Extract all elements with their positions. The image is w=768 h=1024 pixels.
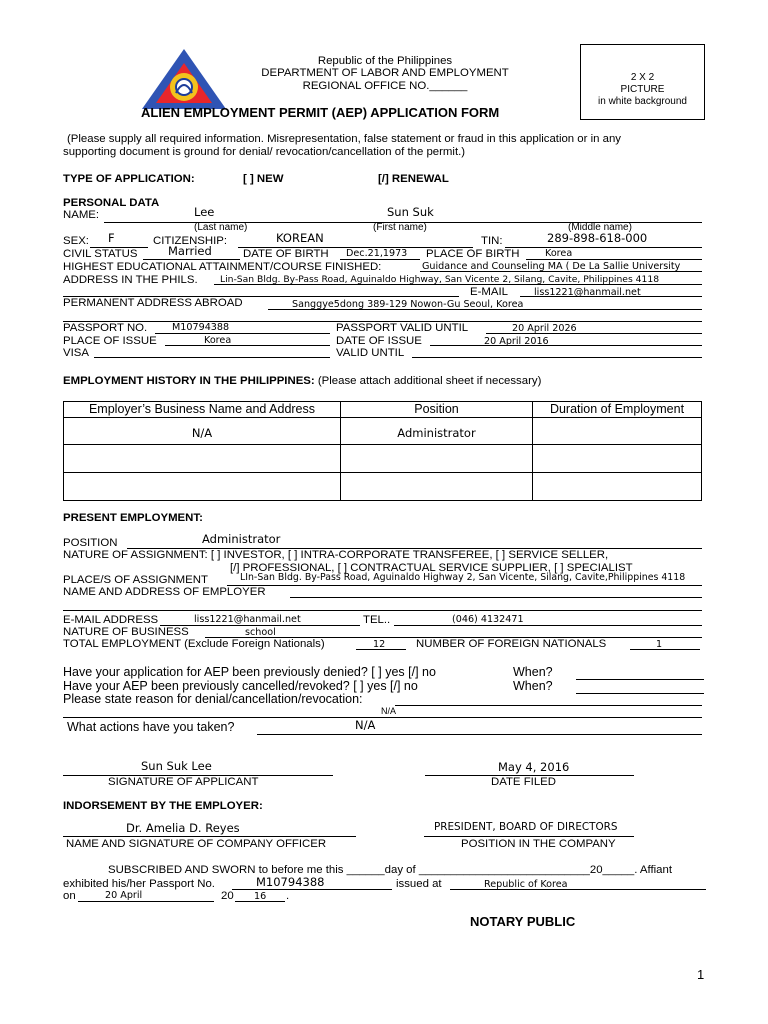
passport-valid-value[interactable]: 20 April 2026 [512,323,577,334]
passport-valid-label: PASSPORT VALID UNTIL [336,322,469,334]
officer-caption: NAME AND SIGNATURE OF COMPANY OFFICER [66,838,327,850]
place-issue-label: PLACE OF ISSUE [63,335,157,347]
type-label: TYPE OF APPLICATION: [63,173,195,185]
employment-history-table [63,401,702,501]
department-text: DEPARTMENT OF LABOR AND EMPLOYMENT [261,67,509,79]
pob-value[interactable]: Korea [545,248,573,259]
year-prefix: 20 [221,890,234,902]
row3-employer[interactable] [64,473,341,501]
tin-label: TIN: [481,235,503,247]
dob-label: DATE OF BIRTH [243,248,329,260]
sex-value[interactable]: F [108,231,115,245]
new-checkbox[interactable]: [ ] NEW [243,173,284,185]
position-value[interactable]: Administrator [202,532,281,546]
period: . [286,890,290,902]
nature-line1[interactable]: NATURE OF ASSIGNMENT: [ ] INVESTOR, [ ] INTRA-CORPORATE TRANSFEREE, [ ] SERVICE SELLER, [63,549,609,561]
place-issue-value[interactable]: Korea [204,335,232,346]
row2-duration[interactable] [533,445,702,473]
exhibited-label: exhibited his/her Passport No. [63,878,215,890]
employment-history-title: EMPLOYMENT HISTORY IN THE PHILIPPINES: [63,375,315,387]
address-value[interactable]: Lin-San Bldg. By-Pass Road, Aguinaldo Highway, San Vicente 2, Silang, Cavite, Philippines 4118 [220,274,660,285]
date-filed-caption: DATE FILED [491,776,556,788]
total-employment-value[interactable]: 12 [373,639,386,650]
photo-line1: 2 X 2 [630,72,655,83]
actions-label: What actions have you taken? [67,720,235,734]
reason-value[interactable]: N/A [381,706,397,716]
when-label-1: When? [513,665,553,679]
place-assignment-value[interactable]: LIn-San Bldg. By-Pass Road, Aguinaldo Highway 2, San Vicente, Silang, Cavite,Philippines 4118 [240,572,686,583]
tel-label: TEL.. [363,614,391,626]
notary-passport[interactable]: M10794388 [256,875,325,889]
total-employment-label: TOTAL EMPLOYMENT (Exclude Foreign Nationals) [63,638,325,650]
present-employment-heading: PRESENT EMPLOYMENT: [63,512,203,524]
first-name-value[interactable]: Sun Suk [387,205,434,219]
renewal-checkbox[interactable]: [/] RENEWAL [378,173,449,185]
last-name-caption: (Last name) [194,222,248,233]
actions-value[interactable]: N/A [355,718,376,732]
position-caption: POSITION IN THE COMPANY [461,838,616,850]
intro-line2: supporting document is ground for denial/ revocation/cancellation of the permit.) [63,146,466,158]
visa-valid-label: VALID UNTIL [336,347,405,359]
reason-label: Please state reason for denial/cancellation/revocation: [63,692,363,706]
personal-data-heading: PERSONAL DATA [63,197,160,209]
header-employer: Employer’s Business Name and Address [64,402,341,418]
tel-value[interactable]: (046) 4132471 [452,614,524,625]
intro-line1: (Please supply all required information. Misrepresentation, false statement or fraud in this application or in any [67,133,621,145]
photo-box [580,44,705,120]
foreign-nationals-label: NUMBER OF FOREIGN NATIONALS [416,638,607,650]
issued-label: issued at [396,878,442,890]
name-label: NAME: [63,209,100,221]
form-title: ALIEN EMPLOYMENT PERMIT (AEP) APPLICATION FORM [141,105,500,120]
pob-label: PLACE OF BIRTH [426,248,520,260]
republic-text: Republic of the Philippines [317,55,453,67]
year-suffix[interactable]: 16 [254,891,267,902]
last-name-value[interactable]: Lee [194,205,215,219]
indorsement-heading: INDORSEMENT BY THE EMPLOYER: [63,800,263,812]
row1-position[interactable]: Administrator [341,418,533,445]
date-issue-label: DATE OF ISSUE [336,335,422,347]
citizenship-value[interactable]: KOREAN [276,231,324,245]
employer-label: NAME AND ADDRESS OF EMPLOYER [63,586,266,598]
tin-value[interactable]: 289-898-618-000 [547,231,648,245]
header-position: Position [341,402,533,418]
photo-line2: PICTURE [620,84,665,95]
education-value[interactable]: Guidance and Counseling MA ( De La Sallie University [422,261,681,272]
email-address-label: E-MAIL ADDRESS [63,614,159,626]
perm-address-value[interactable]: Sanggye5dong 389-129 Nowon-Gu Seoul, Korea [292,299,524,310]
row3-position[interactable] [341,473,533,501]
dob-value[interactable]: Dec.21,1973 [346,248,408,259]
perm-address-label: PERMANENT ADDRESS ABROAD [63,297,243,309]
email-label: E-MAIL [470,286,508,298]
nature-line2[interactable]: [/] PROFESSIONAL, [ ] CONTRACTUAL SERVICE SUPPLIER, [ ] SPECIALIST [230,562,633,574]
on-date[interactable]: 20 April [105,890,143,901]
row3-duration[interactable] [533,473,702,501]
officer-name[interactable]: Dr. Amelia D. Reyes [126,821,240,835]
notary-public-title: NOTARY PUBLIC [470,914,576,929]
email-address-value[interactable]: liss1221@hanmail.net [194,614,301,625]
sworn-text: SUBSCRIBED AND SWORN to before me this ______day of ___________________________20_____. Affiant [108,864,673,876]
sex-label: SEX: [63,235,89,247]
civil-status-label: CIVIL STATUS [63,248,138,260]
date-filed-value[interactable]: May 4, 2016 [498,760,570,774]
applicant-caption: SIGNATURE OF APPLICANT [108,776,259,788]
address-label: ADDRESS IN THE PHILS. [63,274,198,286]
row1-duration[interactable] [533,418,702,445]
officer-position[interactable]: PRESIDENT, BOARD OF DIRECTORS [434,821,618,833]
position-label: POSITION [63,537,118,549]
visa-label: VISA [63,347,89,359]
applicant-name[interactable]: Sun Suk Lee [141,759,212,773]
page-number: 1 [697,967,705,982]
header-duration: Duration of Employment [533,402,702,418]
first-name-caption: (First name) [373,222,427,233]
place-assignment-label: PLACE/S OF ASSIGNMENT [63,574,208,586]
dole-logo [140,47,230,113]
employment-history-heading [63,375,541,388]
email-value[interactable]: liss1221@hanmail.net [534,287,641,298]
passport-label: PASSPORT NO. [63,322,148,334]
business-label: NATURE OF BUSINESS [63,626,189,638]
civil-status-value[interactable]: Married [168,244,212,258]
photo-line3: in white background [598,96,687,107]
middle-name-caption: (Middle name) [568,222,632,233]
row2-employer[interactable] [64,445,341,473]
on-label: on [63,890,76,902]
date-issue-value[interactable]: 20 April 2016 [484,336,549,347]
row1-employer[interactable]: N/A [64,418,341,445]
citizenship-label: CITIZENSHIP: [153,235,228,247]
passport-value[interactable]: M10794388 [172,322,230,333]
business-value[interactable]: school [245,627,276,638]
issued-place[interactable]: Republic of Korea [484,879,568,890]
employment-history-note: (Please attach additional sheet if necessary) [317,375,542,387]
denied-question[interactable]: Have your application for AEP been previously denied? [ ] yes [/] no [63,665,436,679]
when-label-2: When? [513,679,553,693]
foreign-nationals-value[interactable]: 1 [656,639,663,650]
row2-position[interactable] [341,445,533,473]
education-label: HIGHEST EDUCATIONAL ATTAINMENT/COURSE FINISHED: [63,261,382,273]
cancelled-question[interactable]: Have your AEP been previously cancelled/revoked? [ ] yes [/] no [63,679,418,693]
regional-office: REGIONAL OFFICE NO.______ [302,80,468,92]
